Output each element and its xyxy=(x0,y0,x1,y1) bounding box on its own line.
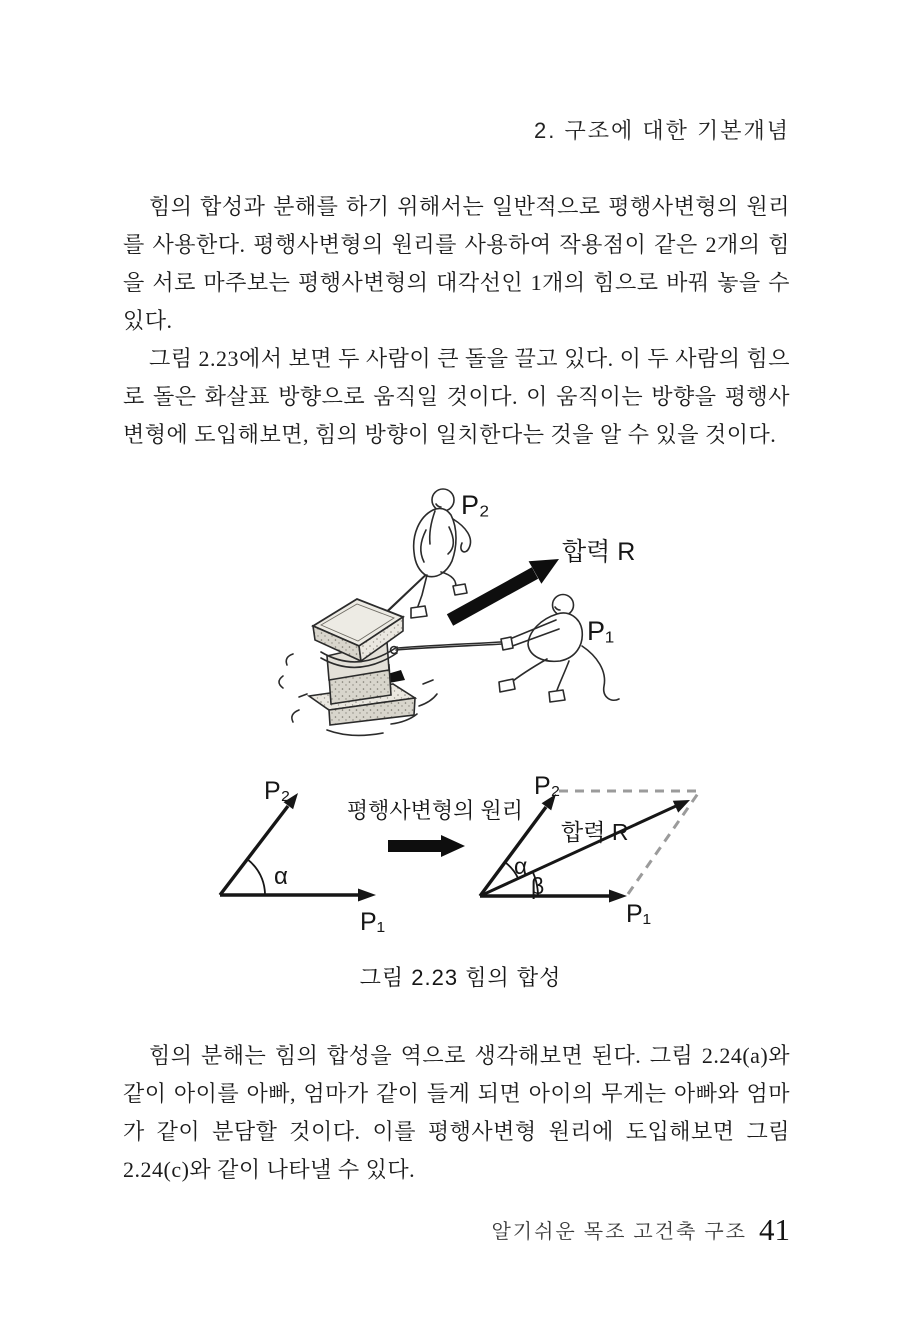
right-label-resultant: 합력 R xyxy=(561,819,629,845)
body-text-block-2 xyxy=(123,1037,790,1189)
page-footer xyxy=(123,1212,790,1248)
left-label-alpha: α xyxy=(274,863,288,890)
vector-diagram-parallelogram xyxy=(178,758,743,946)
paragraph-figure-2-23-intro: 그림 2.23에서 보면 두 사람이 큰 돌을 끌고 있다. 이 두 사람의 힘으로 돌은 화살표 방향으로 움직일 것이다. 이 움직이는 방향을 평행사변형에 도입해보면, 힘의 방향이 일치한다는 것을 알 수 있을 것이다. xyxy=(123,346,790,447)
right-label-p2: P₂ xyxy=(534,772,561,800)
left-label-p2: P₂ xyxy=(264,777,291,805)
right-label-alpha: α xyxy=(514,853,528,879)
rope-to-p1 xyxy=(396,642,503,650)
parallelogram-group xyxy=(480,772,699,928)
person-p1-figure xyxy=(499,595,619,703)
transform-label: 평행사변형의 원리 xyxy=(346,798,524,823)
body-text-block-1 xyxy=(123,188,790,454)
right-label-p1: P₁ xyxy=(626,900,652,928)
paragraph-force-composition: 힘의 합성과 분해를 하기 위해서는 일반적으로 평행사변형의 원리를 사용한다. 평행사변형의 원리를 사용하여 작용점이 같은 2개의 힘을 서로 마주보는 평행사변형의 대각선인 1개의 힘으로 바꿔 놓을 수 있다. xyxy=(123,194,790,333)
paragraph-force-decomposition: 힘의 분해는 힘의 합성을 역으로 생각해보면 된다. 그림 2.24(a)와 같이 아이를 아빠, 엄마가 같이 들게 되면 아이의 무게는 아빠와 엄마가 같이 분담할 것이다. 이를 평행사변형 원리에 도입해보면 그림 2.24(c)와 같이 나타낼 수 있다. xyxy=(123,1043,790,1182)
illustration-label-p2: P₂ xyxy=(461,490,490,520)
figure-illustration-stone-pulling xyxy=(263,448,713,744)
left-label-p1: P₁ xyxy=(360,908,386,936)
illustration-label-p1: P₁ xyxy=(587,616,615,646)
illustration-label-resultant: 합력 R xyxy=(562,538,636,566)
right-label-beta: β xyxy=(531,873,545,899)
footer-book-title: 알기쉬운 목조 고건축 구조 xyxy=(491,1221,747,1243)
stone-block xyxy=(309,599,415,725)
figure-caption: 그림 2.23 힘의 합성 xyxy=(359,965,562,990)
transform-arrow-group xyxy=(347,798,523,857)
running-head-chapter-title: 2. 구조에 대한 기본개념 xyxy=(534,118,790,143)
footer-page-number: 41 xyxy=(759,1212,790,1247)
